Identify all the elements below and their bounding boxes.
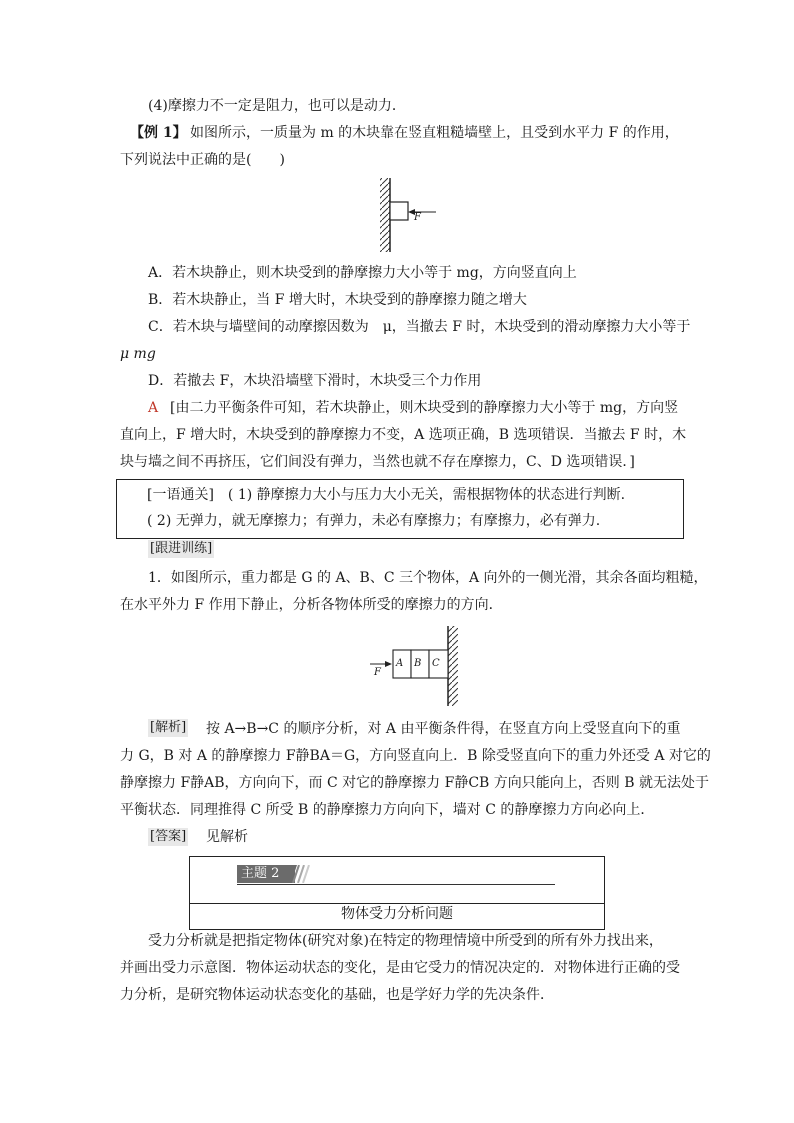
answer-line-2: 直向上，F 增大时，木块受到的静摩擦力不变，A 选项正确，B 选项错误．当撤去 F 时，木 xyxy=(120,427,687,443)
fig2-block-c: C xyxy=(432,658,440,669)
q1-line-1: 1．如图所示，重力都是 G 的 A、B、C 三个物体，A 向外的一侧光滑，其余各面均粗糙， xyxy=(148,570,708,586)
fig1-force-label: F xyxy=(414,212,421,223)
analysis-line-4: 平衡状态．同理推得 C 所受 B 的静摩擦力方向向下，墙对 C 的静摩擦力方向必向上． xyxy=(120,802,655,818)
topic-badge: 主题 2 xyxy=(237,865,295,883)
practice-tag: [跟进训练] xyxy=(150,541,213,556)
note-line-2: ( 2) 无弹力，就无摩擦力；有弹力，未必有摩擦力；有摩擦力，必有弹力. xyxy=(147,513,601,529)
note-line-1: [一语通关] ( 1) 静摩擦力大小与压力大小无关，需根据物体的状态进行判断. xyxy=(147,487,626,503)
option-c: C．若木块与墙壁间的动摩擦因数为 μ，当撤去 F 时，木块受到的滑动摩擦力大小等于 xyxy=(148,319,691,335)
option-d: D．若撤去 F，木块沿墙壁下滑时，木块受三个力作用 xyxy=(148,373,482,389)
closing-line-2: 并画出受力示意图．物体运动状态的变化，是由它受力的情况决定的．对物体进行正确的受 xyxy=(120,960,680,976)
analysis-line-2: 力 G，B 对 A 的静摩擦力 F静BA＝G，方向竖直向上．B 除受竖直向下的重力外还受 A 对它的 xyxy=(120,748,711,764)
option-b: B．若木块静止，当 F 增大时，木块受到的静摩擦力随之增大 xyxy=(148,292,527,308)
topic-title: 物体受力分析问题 xyxy=(341,906,453,922)
figure-block-wall xyxy=(370,172,440,256)
note-box xyxy=(116,479,684,539)
answer-line-3: 块与墙之间不再挤压，它们间没有弹力，当然也就不存在摩擦力，C、D 选项错误．] xyxy=(120,454,635,470)
intro-line: (4)摩擦力不一定是阻力，也可以是动力． xyxy=(148,98,406,114)
fig2-block-b: B xyxy=(414,658,422,669)
option-a: A．若木块静止，则木块受到的静摩擦力大小等于 mg，方向竖直向上 xyxy=(148,265,577,281)
fig2-block-a: A xyxy=(396,658,404,669)
answer-letter: A xyxy=(148,400,159,416)
closing-line-3: 力分析，是研究物体运动状态变化的基础，也是学好力学的先决条件． xyxy=(120,987,554,1003)
option-c-cont: μ mg xyxy=(120,346,156,362)
topic-rule xyxy=(237,884,555,885)
answer-tag: [答案] xyxy=(150,829,187,844)
fig2-force-label: F xyxy=(374,667,381,678)
answer-line-1: [由二力平衡条件可知，若木块静止，则木块受到的静摩擦力大小等于 mg，方向竖 xyxy=(170,400,679,416)
example-stem-2: 下列说法中正确的是( ) xyxy=(120,152,285,168)
topic-badge-stripes-icon xyxy=(291,865,315,883)
topic-box xyxy=(189,856,605,930)
example-stem-1: 如图所示，一质量为 m 的木块靠在竖直粗糙墙壁上，且受到水平力 F 的作用， xyxy=(190,125,679,141)
analysis-line-1: 按 A→B→C 的顺序分析，对 A 由平衡条件得，在竖直方向上受竖直向下的重 xyxy=(206,721,681,737)
example-label: 【例 1】 xyxy=(130,125,187,141)
q1-line-2: 在水平外力 F 作用下静止，分析各物体所受的摩擦力的方向． xyxy=(120,597,503,613)
closing-line-1: 受力分析就是把指定物体(研究对象)在特定的物理情境中所受到的所有外力找出来， xyxy=(148,933,663,949)
analysis-line-3: 静摩擦力 F静AB，方向向下，而 C 对它的静摩擦力 F静CB 方向只能向上，否则 B 就无法处于 xyxy=(120,775,709,791)
analysis-tag: [解析] xyxy=(150,720,187,735)
answer-text: 见解析 xyxy=(206,829,248,845)
